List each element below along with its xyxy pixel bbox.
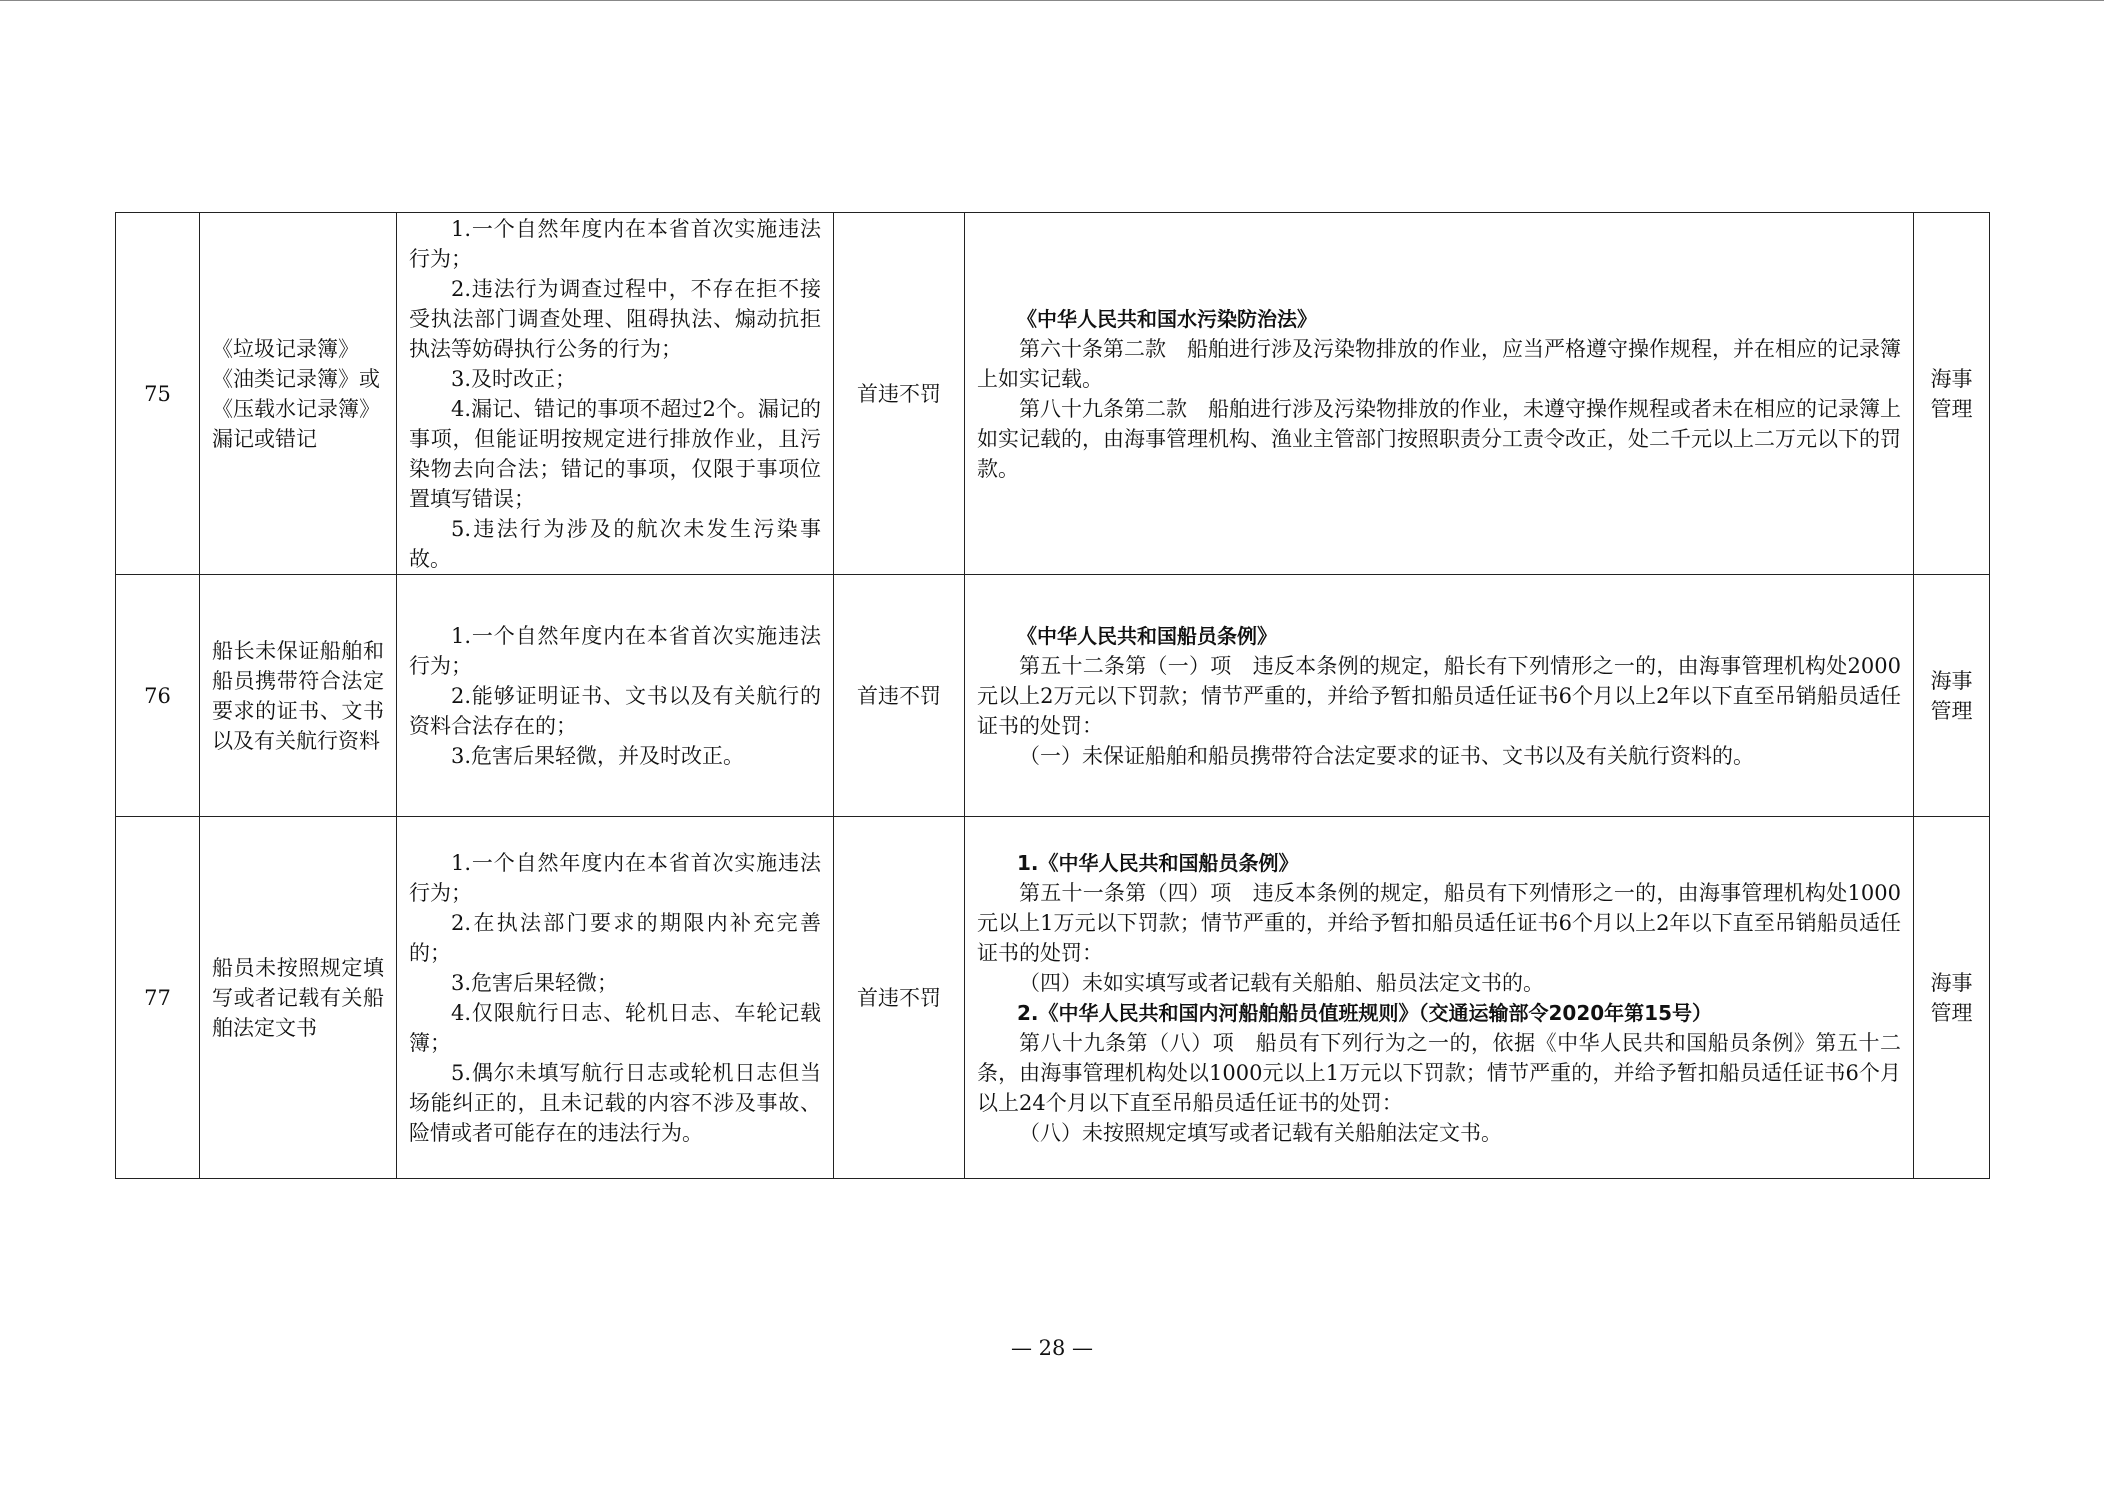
department-line: 海事 [1930,366,1973,391]
condition: 3.及时改正； [451,366,577,391]
penalty-type: 首违不罚 [834,575,965,817]
condition: 4.仅限航行日志、轮机日志、车轮记载簿； [409,1000,821,1055]
law-title: 2.《中华人民共和国内河船舶船员值班规则》（交通运输部令2020年第15号） [1017,1000,1713,1025]
condition: 4.漏记、错记的事项不超过2个。漏记的事项，但能证明按规定进行排放作业，且污染物去向合法；错记的事项，仅限于事项位置填写错误； [409,396,821,511]
item-line: 船员未按照规定填写或者记载有关船舶法定文书 [212,955,384,1040]
legal-basis-cell [965,575,1914,817]
law-title: 《中华人民共和国水污染防治法》 [1017,306,1317,331]
row-number: 77 [116,817,200,1179]
row-number: 75 [116,213,200,575]
condition: 2.能够证明证书、文书以及有关航行的资料合法存在的； [409,683,821,738]
department-cell [1914,213,1990,575]
condition: 1.一个自然年度内在本省首次实施违法行为； [409,216,821,271]
conditions-cell [397,213,834,575]
violation-item [200,213,397,575]
page-top-rule [0,0,2104,1]
law-clause: 第五十一条第（四）项 违反本条例的规定，船员有下列情形之一的，由海事管理机构处1000元以上1万元以下罚款；情节严重的，并给予暂扣船员适任证书6个月以上2年以下直至吊销船员适任证书的处罚： [977,880,1901,965]
penalty-type: 首违不罚 [834,213,965,575]
row-number: 76 [116,575,200,817]
law-clause: 第六十条第二款 船舶进行涉及污染物排放的作业，应当严格遵守操作规程，并在相应的记录簿上如实记载。 [977,336,1901,391]
condition: 5.偶尔未填写航行日志或轮机日志但当场能纠正的，且未记载的内容不涉及事故、险情或者可能存在的违法行为。 [409,1060,821,1145]
table-row [116,575,1990,817]
violation-item [200,575,397,817]
item-line: 船长未保证船舶和船员携带符合法定要求的证书、文书以及有关航行资料 [212,638,384,753]
department-line: 海事 [1930,970,1973,995]
department-cell [1914,817,1990,1179]
table-row [116,213,1990,575]
law-clause: 第八十九条第二款 船舶进行涉及污染物排放的作业，未遵守操作规程或者未在相应的记录簿上如实记载的，由海事管理机构、渔业主管部门按照职责分工责令改正，处二千元以上二万元以下的罚款。 [977,396,1901,481]
condition: 5.违法行为涉及的航次未发生污染事故。 [409,516,821,571]
condition: 3.危害后果轻微； [451,970,619,995]
law-clause: （八）未按照规定填写或者记载有关船舶法定文书。 [1019,1120,1502,1145]
department-line: 海事 [1930,668,1973,693]
department-line: 管理 [1930,1000,1973,1025]
condition: 1.一个自然年度内在本省首次实施违法行为； [409,850,821,905]
law-clause: （一）未保证船舶和船员携带符合法定要求的证书、文书以及有关航行资料的。 [1019,743,1754,768]
item-line: 漏记或错记 [212,426,317,451]
page-number: — 28 — [1010,1336,1094,1360]
violation-item [200,817,397,1179]
legal-basis-cell [965,213,1914,575]
law-clause: （四）未如实填写或者记载有关船舶、船员法定文书的。 [1019,970,1544,995]
records-table [115,212,1990,1179]
department-line: 管理 [1930,698,1973,723]
department-cell [1914,575,1990,817]
department-line: 管理 [1930,396,1973,421]
condition: 2.违法行为调查过程中，不存在拒不接受执法部门调查处理、阻碍执法、煽动抗拒执法等妨碍执行公务的行为； [409,276,821,361]
law-clause: 第五十二条第（一）项 违反本条例的规定，船长有下列情形之一的，由海事管理机构处2000元以上2万元以下罚款；情节严重的，并给予暂扣船员适任证书6个月以上2年以下直至吊销船员适任证书的处罚： [977,653,1901,738]
condition: 2.在执法部门要求的期限内补充完善的； [409,910,821,965]
penalty-type: 首违不罚 [834,817,965,1179]
conditions-cell [397,817,834,1179]
condition: 3.危害后果轻微，并及时改正。 [451,743,745,768]
item-line: 《压载水记录簿》 [212,396,380,421]
item-line: 《垃圾记录簿》 [212,336,359,361]
condition: 1.一个自然年度内在本省首次实施违法行为； [409,623,821,678]
legal-basis-cell [965,817,1914,1179]
law-title: 1.《中华人民共和国船员条例》 [1017,850,1299,875]
table-row [116,817,1990,1179]
law-title: 《中华人民共和国船员条例》 [1017,623,1277,648]
item-line: 《油类记录簿》或 [212,366,380,391]
conditions-cell [397,575,834,817]
law-clause: 第八十九条第（八）项 船员有下列行为之一的，依据《中华人民共和国船员条例》第五十二条，由海事管理机构处以1000元以上1万元以下罚款；情节严重的，并给予暂扣船员适任证书6个月以上24个月以下直至吊船员适任证书的处罚： [977,1030,1901,1115]
